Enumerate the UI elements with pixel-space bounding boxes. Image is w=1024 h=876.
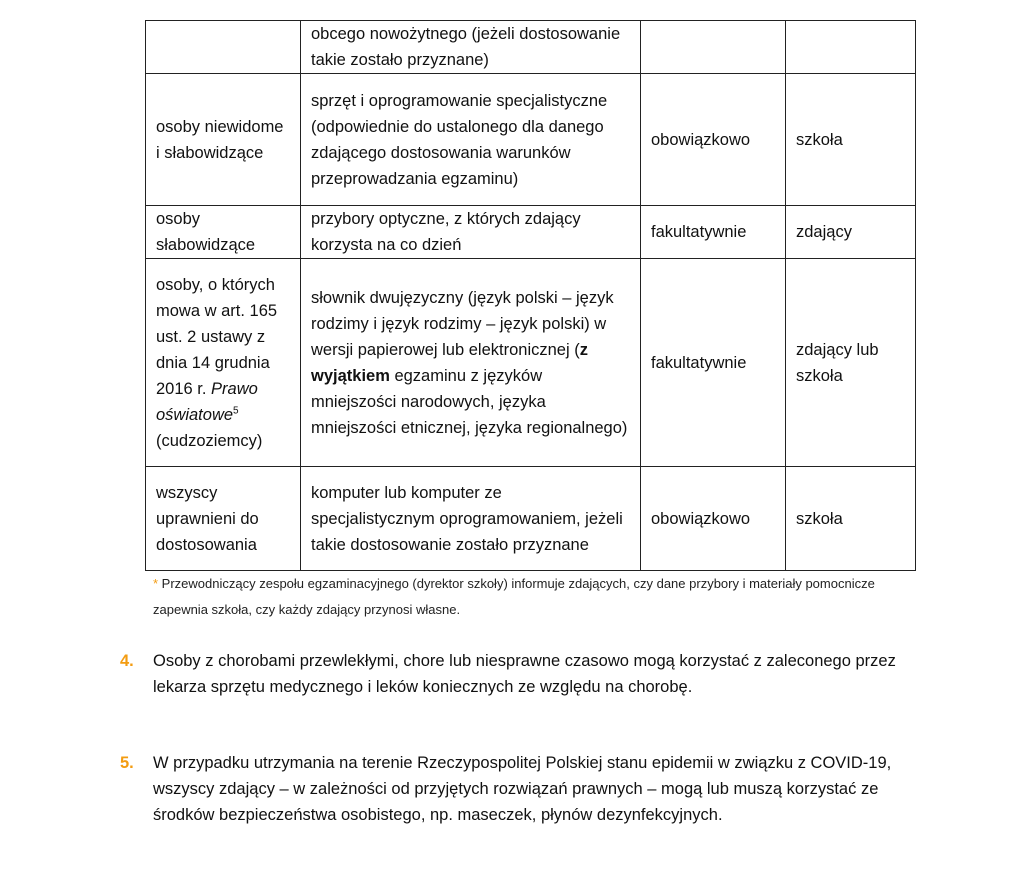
group-text: osoby, o których mowa w art. 165 ust. 2 ustawy z dnia 14 grudnia 2016 r. bbox=[156, 275, 278, 398]
group-cell bbox=[146, 259, 301, 467]
group-cell: osoby niewidome i słabowidzące bbox=[146, 74, 301, 206]
list-item-text: W przypadku utrzymania na terenie Rzeczypospolitej Polskiej stanu epidemii w związku z COVID-19, wszyscy zdający – w zależności od przyjętych rozwiązań prawnych – mogą lub muszą korzystać ze środków bezpieczeństwa osobistego, np. maseczek, płynów dezynfekcyjnych. bbox=[153, 754, 892, 824]
mode-cell: fakultatywnie bbox=[641, 206, 786, 259]
aids-table bbox=[145, 20, 916, 571]
table-row bbox=[146, 21, 916, 74]
provider-cell: szkoła bbox=[786, 467, 916, 571]
mode-cell: obowiązkowo bbox=[641, 467, 786, 571]
provider-cell bbox=[786, 21, 916, 74]
footnote-marker: * bbox=[153, 576, 159, 591]
mode-cell: fakultatywnie bbox=[641, 259, 786, 467]
group-cell: wszyscy uprawnieni do dostosowania bbox=[146, 467, 301, 571]
tool-cell: przybory optyczne, z których zdający korzysta na co dzień bbox=[301, 206, 641, 259]
mode-cell: obowiązkowo bbox=[641, 74, 786, 206]
tool-text: egzaminu z języków mniejszości narodowych, języka mniejszości etnicznej, języka regionalnego) bbox=[311, 366, 628, 437]
provider-cell: zdający bbox=[786, 206, 916, 259]
provider-cell: szkoła bbox=[786, 74, 916, 206]
footnote-text: Przewodniczący zespołu egzaminacyjnego (dyrektor szkoły) informuje zdających, czy dane przybory i materiały pomocnicze zapewnia szkoła, czy każdy zdający przynosi własne. bbox=[153, 576, 875, 617]
tool-cell: obcego nowożytnego (jeżeli dostosowanie takie zostało przyznane) bbox=[301, 21, 641, 74]
list-item bbox=[120, 750, 910, 828]
table-footnote bbox=[153, 571, 913, 623]
table-row bbox=[146, 206, 916, 259]
tool-cell: sprzęt i oprogramowanie specjalistyczne (odpowiednie do ustalonego dla danego zdającego dostosowania warunków przeprowadzania egzaminu) bbox=[301, 74, 641, 206]
list-item-number: 5. bbox=[120, 754, 134, 772]
list-item-text: Osoby z chorobami przewlekłymi, chore lub niesprawne czasowo mogą korzystać z zaleconego przez lekarza sprzętu medycznego i leków koniecznych ze względu na chorobę. bbox=[153, 652, 896, 696]
table-row bbox=[146, 259, 916, 467]
exception-emphasis: z wyjątkiem bbox=[311, 340, 588, 385]
footnote-ref: 5 bbox=[233, 405, 239, 416]
tool-cell: komputer lub komputer ze specjalistycznym oprogramowaniem, jeżeli takie dostosowanie zostało przyznane bbox=[301, 467, 641, 571]
provider-cell: zdający lub szkoła bbox=[786, 259, 916, 467]
list-item-number: 4. bbox=[120, 652, 134, 670]
law-title: Prawo oświatowe bbox=[156, 379, 258, 424]
group-cell bbox=[146, 21, 301, 74]
table-row bbox=[146, 467, 916, 571]
group-text: (cudzoziemcy) bbox=[156, 431, 263, 450]
group-cell: osoby słabowidzące bbox=[146, 206, 301, 259]
tool-cell bbox=[301, 259, 641, 467]
table-row bbox=[146, 74, 916, 206]
mode-cell bbox=[641, 21, 786, 74]
tool-text: słownik dwujęzyczny (język polski – język rodzimy i język rodzimy – język polski) w wersji papierowej lub elektronicznej ( bbox=[311, 288, 614, 359]
list-item bbox=[120, 648, 910, 700]
